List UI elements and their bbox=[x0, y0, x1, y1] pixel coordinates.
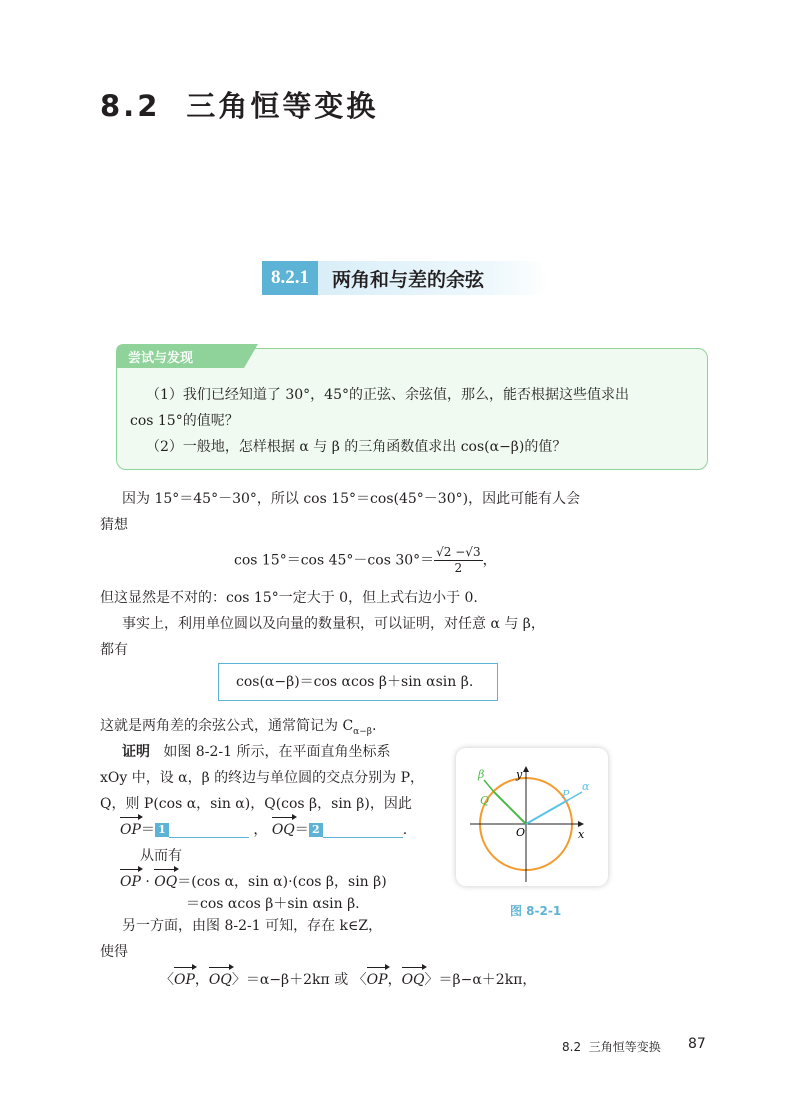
proof-line-1 bbox=[122, 742, 390, 762]
section-number: 8.2.1 bbox=[262, 261, 318, 295]
other-hand-line-1: 另一方面，由图 8-2-1 可知，存在 k∈Z， bbox=[122, 918, 383, 934]
period: . bbox=[402, 822, 408, 838]
vector-oq: OQ bbox=[271, 822, 295, 838]
equation-1-tail: ， bbox=[482, 552, 497, 569]
right-angle: 〉 bbox=[424, 972, 439, 988]
vector-oq: OQ bbox=[208, 972, 232, 988]
figure-card bbox=[456, 748, 608, 886]
p-label: P bbox=[562, 788, 570, 801]
question-1-line-1: （1）我们已经知道了 30°，45°的正弦、余弦值，那么，能否根据这些值求出 bbox=[146, 387, 629, 403]
paragraph-4-end: . bbox=[372, 718, 377, 734]
beta-terminal-side bbox=[494, 792, 526, 824]
difference-cosine-formula: cos(α−β)＝cos αcos β＋sin αsin β. bbox=[236, 674, 474, 690]
dot-product-line-2: ＝cos αcos β＋sin αsin β. bbox=[186, 896, 360, 912]
right-angle: 〉 bbox=[231, 972, 246, 988]
equals-sign: ＝ bbox=[140, 822, 155, 838]
equals-sign: ＝ bbox=[294, 822, 309, 838]
x-axis-arrow bbox=[578, 821, 584, 827]
angle-equation bbox=[160, 970, 536, 990]
vector-oq: OQ bbox=[154, 874, 178, 890]
section-title: 两角和与差的余弦 bbox=[332, 269, 485, 291]
from-line: 从而有 bbox=[140, 848, 182, 864]
blank-1-input-line[interactable] bbox=[169, 823, 249, 838]
alpha-ray-extension bbox=[568, 792, 582, 800]
proof-line-2: xOy 中，设 α，β 的终边与单位圆的交点分别为 P， bbox=[100, 770, 425, 786]
dot-product-line-1 bbox=[120, 872, 387, 892]
proof-text-1: 如图 8-2-1 所示，在平面直角坐标系 bbox=[163, 744, 391, 760]
paragraph-4-text: 这就是两角差的余弦公式，通常简记为 C bbox=[100, 718, 354, 734]
q-label: Q bbox=[480, 794, 490, 807]
page-number: 87 bbox=[688, 1036, 706, 1052]
chapter-title: 三角恒等变换 bbox=[186, 89, 379, 123]
formula-subscript: α−β bbox=[353, 726, 372, 737]
proof-label: 证明 bbox=[122, 744, 150, 760]
equation-1-fraction bbox=[434, 545, 482, 576]
question-2: （2）一般地，怎样根据 α 与 β 的三角函数值求出 cos(α−β)的值？ bbox=[146, 439, 567, 455]
origin-label: O bbox=[516, 826, 526, 839]
comma: ， bbox=[387, 972, 402, 988]
paragraph-3-line-1: 事实上，利用单位圆以及向量的数量积，可以证明，对任意 α 与 β， bbox=[122, 616, 545, 632]
footer-section-title: 三角恒等变换 bbox=[588, 1040, 661, 1054]
vector-op: OP bbox=[174, 972, 195, 988]
proof-line-3: Q，则 P(cos α，sin α)，Q(cos β，sin β)，因此 bbox=[100, 796, 412, 812]
chapter-number: 8.2 bbox=[100, 89, 161, 123]
paragraph-4 bbox=[100, 716, 376, 742]
comma: ， bbox=[253, 822, 268, 838]
comma: ， bbox=[194, 972, 209, 988]
beta-ray-extension bbox=[484, 780, 494, 792]
left-angle: 〈 bbox=[352, 972, 367, 988]
try-discover-label: 尝试与发现 bbox=[128, 351, 194, 366]
x-label: x bbox=[578, 828, 585, 841]
y-axis-arrow bbox=[523, 766, 529, 772]
vector-oq: OQ bbox=[401, 972, 425, 988]
paragraph-1-line-1: 因为 15°＝45°－30°，所以 cos 15°＝cos(45°－30°)，因此可能有人会 bbox=[122, 491, 581, 507]
y-label: y bbox=[516, 768, 523, 781]
footer-running-head bbox=[562, 1038, 661, 1055]
blank-1-marker: 1 bbox=[155, 823, 169, 837]
figure-caption: 图 8-2-1 bbox=[510, 904, 562, 918]
vector-blanks-line bbox=[120, 820, 407, 840]
dot-product-rest: ＝(cos α，sin α)·(cos β，sin β) bbox=[177, 874, 387, 890]
blank-2-input-line[interactable] bbox=[323, 823, 403, 838]
question-1-line-2: cos 15°的值呢？ bbox=[130, 413, 239, 429]
paragraph-3-line-2: 都有 bbox=[100, 642, 128, 658]
dot-operator: · bbox=[145, 874, 150, 890]
footer-section-number: 8.2 bbox=[562, 1040, 582, 1054]
vector-op: OP bbox=[120, 874, 141, 890]
beta-label: β bbox=[478, 768, 485, 781]
equation-1-numerator: √2 −√3 bbox=[436, 545, 481, 559]
blank-2-marker: 2 bbox=[309, 823, 323, 837]
paragraph-2: 但这显然是不对的：cos 15°一定大于 0，但上式右边小于 0. bbox=[100, 590, 478, 606]
equation-1-denominator: 2 bbox=[454, 561, 463, 575]
unit-circle-diagram bbox=[456, 748, 608, 886]
vector-op: OP bbox=[120, 822, 141, 838]
alpha-label: α bbox=[582, 780, 590, 793]
equation-1-left: cos 15°＝cos 45°－cos 30°＝ bbox=[234, 552, 435, 569]
angle-equation-middle: ＝α−β＋2kπ 或 bbox=[245, 972, 353, 988]
left-angle: 〈 bbox=[160, 972, 174, 988]
angle-equation-end: ＝β−α＋2kπ， bbox=[438, 972, 537, 988]
paragraph-1-line-2: 猜想 bbox=[100, 517, 128, 533]
section-banner bbox=[262, 261, 550, 295]
other-hand-line-2: 使得 bbox=[100, 944, 128, 960]
equation-1 bbox=[234, 545, 497, 576]
chapter-heading bbox=[100, 84, 378, 125]
vector-op: OP bbox=[366, 972, 388, 988]
alpha-terminal-side bbox=[526, 800, 568, 824]
